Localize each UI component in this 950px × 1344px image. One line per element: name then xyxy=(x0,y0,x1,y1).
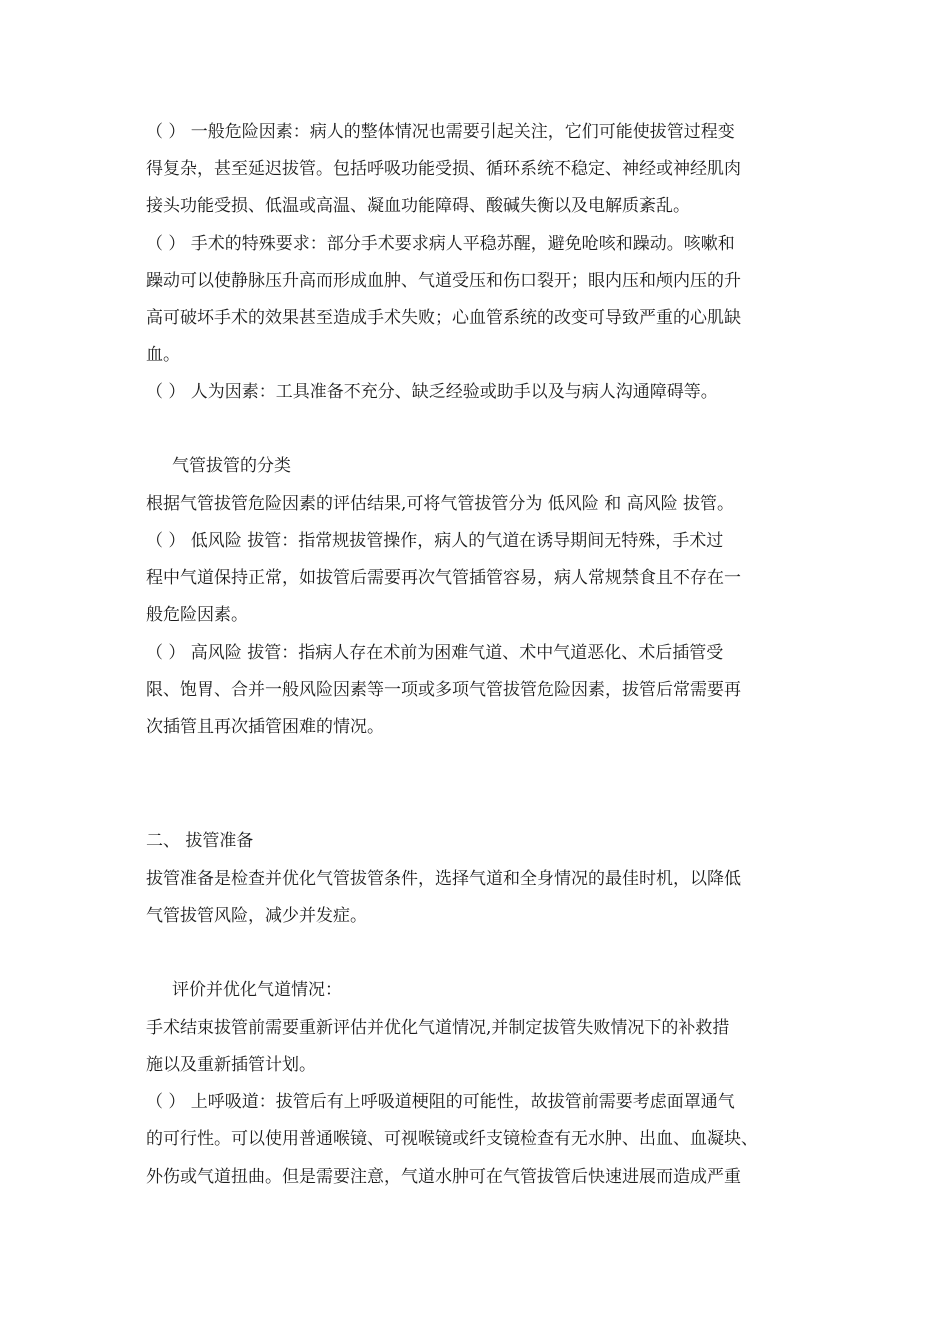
paragraph-line: 的可行性。可以使用普通喉镜、可视喉镜或纤支镜检查有无水肿、出血、血凝块、 xyxy=(146,1129,758,1149)
paragraph-line: 躁动可以使静脉压升高而形成血肿、气道受压和伤口裂开；眼内压和颅内压的升 xyxy=(146,271,741,291)
paragraph-line: 接头功能受损、低温或高温、凝血功能障碍、酸碱失衡以及电解质紊乱。 xyxy=(146,196,690,216)
paragraph-line: （ ） 上呼吸道：拔管后有上呼吸道梗阻的可能性，故拔管前需要考虑面罩通气 xyxy=(146,1092,735,1112)
paragraph-line: 根据气管拔管危险因素的评估结果,可将气管拔管分为 低风险 和 高风险 拔管。 xyxy=(146,494,735,514)
paragraph-line: 般危险因素。 xyxy=(146,605,248,625)
paragraph-line: （ ） 高风险 拔管：指病人存在术前为困难气道、术中气道恶化、术后插管受 xyxy=(146,643,724,663)
paragraph-line: 限、饱胃、合并一般风险因素等一项或多项气管拔管危险因素，拔管后常需要再 xyxy=(146,680,741,700)
paragraph-line: 血。 xyxy=(146,345,180,365)
paragraph-line: 高可破坏手术的效果甚至造成手术失败；心血管系统的改变可导致严重的心肌缺 xyxy=(146,308,741,328)
paragraph-line: 程中气道保持正常，如拔管后需要再次气管插管容易，病人常规禁食且不存在一 xyxy=(146,568,741,588)
paragraph-line: （ ） 人为因素：工具准备不充分、缺乏经验或助手以及与病人沟通障碍等。 xyxy=(146,382,718,402)
paragraph-line: 气管拔管风险，减少并发症。 xyxy=(146,906,367,926)
paragraph-line: （ ） 低风险 拔管：指常规拔管操作，病人的气道在诱导期间无特殊，手术过 xyxy=(146,531,724,551)
paragraph-line: 外伤或气道扭曲。但是需要注意，气道水肿可在气管拔管后快速进展而造成严重 xyxy=(146,1167,741,1187)
subsection-heading: 评价并优化气道情况： xyxy=(172,980,342,1000)
section-heading: 二、 拔管准备 xyxy=(146,831,254,851)
paragraph-line: 得复杂，甚至延迟拔管。包括呼吸功能受损、循环系统不稳定、神经或神经肌肉 xyxy=(146,159,741,179)
paragraph-line: 拔管准备是检查并优化气管拔管条件，选择气道和全身情况的最佳时机，以降低 xyxy=(146,869,741,889)
paragraph-line: 次插管且再次插管困难的情况。 xyxy=(146,717,384,737)
paragraph-line: 手术结束拔管前需要重新评估并优化气道情况,并制定拔管失败情况下的补救措 xyxy=(146,1018,730,1038)
paragraph-line: （ ） 一般危险因素：病人的整体情况也需要引起关注，它们可能使拔管过程变 xyxy=(146,122,735,142)
paragraph-line: （ ） 手术的特殊要求：部分手术要求病人平稳苏醒，避免呛咳和躁动。咳嗽和 xyxy=(146,234,735,254)
paragraph-line: 施以及重新插管计划。 xyxy=(146,1055,316,1075)
section-heading: 气管拔管的分类 xyxy=(172,456,291,476)
